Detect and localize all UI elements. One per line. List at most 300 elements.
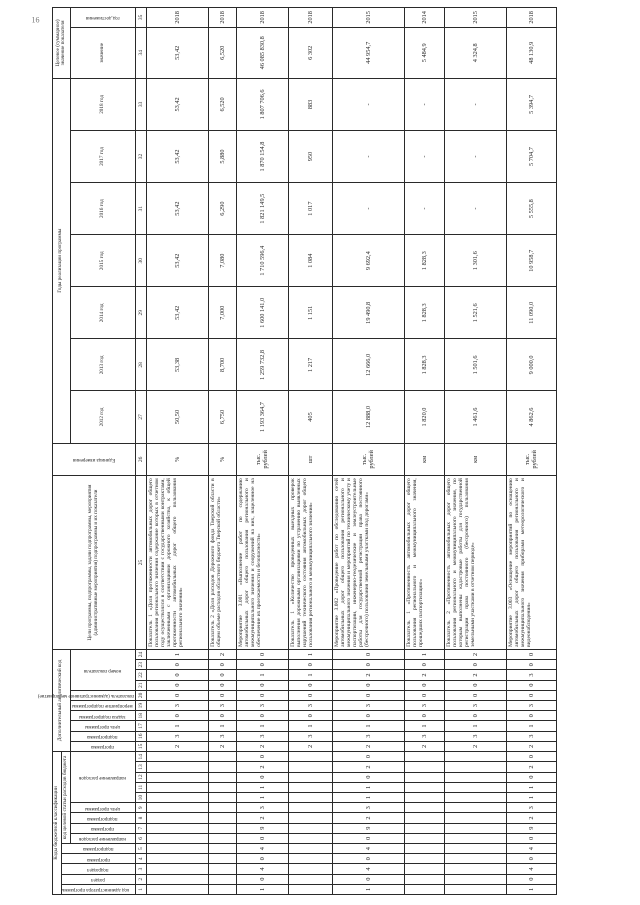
row-description: Показатель 1 «Доля протяженности автомобильных дорог общего пользования регионального значения содержание которых в отчетном году осуществлялся в соответствии с государственными контрактами, заключенными с организациями дорожного хозяйства, к общей протяженности автомобильных дорог общего пользования регионального значения»: [146, 476, 208, 650]
analytic-code-digit: 1: [506, 721, 556, 731]
analytic-code-digit: 1: [404, 721, 444, 731]
target-value: 6,520: [208, 27, 236, 78]
budget-code-digit: [404, 864, 444, 874]
budget-code-digit: 3: [506, 803, 556, 813]
analytic-code-digit: 3: [404, 731, 444, 741]
column-number: 29: [135, 287, 146, 339]
table-row: [208, 8, 236, 895]
year-value: 1 828,3: [404, 287, 444, 339]
budget-code-digit: [444, 864, 506, 874]
budget-code-digit: [404, 782, 444, 792]
column-number: 18: [135, 711, 146, 721]
analytic-code-digit: 2: [506, 741, 556, 751]
budget-code-digit: 0: [332, 752, 404, 762]
analytic-code-digit: 2: [332, 670, 404, 680]
analytic-code-digit: 0: [208, 711, 236, 721]
row-description: Показатель 2 «Протяженность автомобильных дорог общего пользования регионального и межмуниципального значения, по которым выполнены кадастровые работы для государственной регистрации права постоянного (бессрочного) пользования земельными участками в отчетном периоде»: [444, 476, 506, 650]
target-year: 2015: [332, 8, 404, 28]
analytic-code-digit: 1: [288, 670, 332, 680]
column-number: 10: [135, 792, 146, 802]
year-value: 10 958,7: [506, 235, 556, 287]
year-header: 2015 год: [70, 235, 135, 287]
year-value: -: [332, 78, 404, 130]
table-row: [444, 8, 506, 895]
column-number: 32: [135, 130, 146, 182]
budget-code-subheader: [61, 864, 135, 874]
year-header: 2012 год: [70, 391, 135, 443]
analytic-code-digit: 3: [146, 700, 208, 710]
year-value: 1 259 732,8: [236, 339, 288, 391]
column-number: 34: [135, 27, 146, 78]
header-row: [53, 8, 62, 895]
column-number: 5: [135, 843, 146, 853]
budget-sub-header: код целевой статьи расходов бюджета: [61, 752, 70, 844]
analytic-code-digit: 2: [208, 649, 236, 659]
year-value: 11 090,0: [506, 287, 556, 339]
year-value: -: [404, 130, 444, 182]
budget-code-digit: 0: [236, 854, 288, 864]
budget-code-subheader-text: раздел: [91, 877, 106, 882]
budget-code-subheader-text: программа: [86, 856, 110, 862]
column-number: 20: [135, 690, 146, 700]
budget-code-digit: 1: [506, 792, 556, 802]
year-value: 5 394,7: [506, 78, 556, 130]
budget-code-digit: 0: [332, 874, 404, 884]
year-value: 1 828,3: [404, 235, 444, 287]
budget-code-digit: [444, 833, 506, 843]
column-number: 3: [135, 864, 146, 874]
budget-code-digit: [444, 884, 506, 894]
budget-codes-header: Коды бюджетной классификации: [53, 752, 62, 895]
column-number: 22: [135, 670, 146, 680]
budget-code-digit: [288, 752, 332, 762]
analytic-code-digit: 0: [404, 690, 444, 700]
row-unit: тыс. рублей: [506, 443, 556, 476]
row-description: Показатель 2 «Доля расходов Дорожного фонда Тверской области в общем объеме расходов областного бюджета Тверской области»: [208, 476, 236, 650]
budget-code-subheader: [61, 854, 135, 864]
analytic-code-digit: 2: [444, 741, 506, 751]
budget-code-subheader: [70, 803, 135, 813]
budget-code-subheader-text: программа: [91, 825, 115, 831]
budget-code-digit: [146, 782, 208, 792]
budget-code-digit: [444, 854, 506, 864]
budget-code-digit: [146, 843, 208, 853]
analytic-code-digit: 0: [208, 660, 236, 670]
analytic-code-digit: 0: [236, 690, 288, 700]
analytic-code-digit: 0: [332, 690, 404, 700]
row-unit: %: [146, 443, 208, 476]
budget-code-digit: [146, 864, 208, 874]
analytic-code-digit: 2: [404, 670, 444, 680]
budget-code-digit: 2: [506, 813, 556, 823]
budget-code-digit: [146, 874, 208, 884]
analytic-code-digit: 3: [236, 700, 288, 710]
year-value: 53,38: [146, 339, 208, 391]
column-number: 6: [135, 833, 146, 843]
column-number: 14: [135, 752, 146, 762]
budget-code-subheader-text: подраздел: [87, 866, 109, 872]
analytic-code-digit: 2: [444, 670, 506, 680]
analytic-code-digit: 3: [444, 731, 506, 741]
budget-code-digit: 1: [506, 782, 556, 792]
analytic-code-digit: 0: [444, 660, 506, 670]
year-value: 19 490,8: [332, 287, 404, 339]
analytic-code-digit: 3: [506, 731, 556, 741]
analytic-code-digit: 0: [444, 680, 506, 690]
column-number: 28: [135, 339, 146, 391]
budget-code-digit: [404, 772, 444, 782]
column-number: 21: [135, 680, 146, 690]
row-unit: шт: [288, 443, 332, 476]
year-value: 5 555,8: [506, 183, 556, 235]
budget-code-digit: [404, 854, 444, 864]
analytic-code-digit: 0: [208, 680, 236, 690]
analytic-code-subheader-text: мероприятие подпрограммы: [72, 703, 133, 709]
budget-code-digit: [404, 874, 444, 884]
year-value: 1 084: [288, 235, 332, 287]
table-row: [332, 8, 404, 895]
year-value: 7,000: [208, 287, 236, 339]
unit-header-text: Единица измерения: [72, 457, 115, 463]
budget-code-digit: 4: [506, 864, 556, 874]
year-value: -: [444, 78, 506, 130]
analytic-code-digit: 3: [146, 731, 208, 741]
budget-code-digit: 4: [506, 843, 556, 853]
budget-code-digit: [208, 752, 236, 762]
year-value: 6,750: [208, 391, 236, 443]
row-description: Мероприятие 3.001 «Выполнение работ по содержанию автомобильных дорог общего пользования регионального и межмуниципального значения и сооружений на них, нацеленное на обеспечение их проезжаемости и безопасности»: [236, 476, 288, 650]
analytic-code-digit: 0: [506, 660, 556, 670]
budget-code-digit: 2: [506, 762, 556, 772]
target-year: 2015: [444, 8, 506, 28]
analytic-code-digit: 0: [288, 711, 332, 721]
target-value: 48 130,9: [506, 27, 556, 78]
budget-code-digit: [444, 772, 506, 782]
budget-code-digit: [404, 762, 444, 772]
budget-code-digit: [288, 813, 332, 823]
target-year: 2014: [404, 8, 444, 28]
budget-code-digit: 1: [236, 792, 288, 802]
budget-code-digit: 0: [506, 854, 556, 864]
budget-code-digit: [288, 762, 332, 772]
table-row: [404, 8, 444, 895]
budget-code-digit: [444, 823, 506, 833]
analytic-code-digit: 0: [506, 649, 556, 659]
year-value: 1 807 706,6: [236, 78, 288, 130]
row-description: Показатель 1 «Протяженность автомобильных дорог общего пользования регионального и межмуниципального значения, прошедших паспортизацию»: [404, 476, 444, 650]
target-value: 44 954,7: [332, 27, 404, 78]
row-unit: тыс. рублей: [236, 443, 288, 476]
budget-code-digit: 1: [332, 782, 404, 792]
table-row: [236, 8, 288, 895]
program-table: [37, 7, 557, 895]
table-row: [146, 8, 208, 895]
year-value: 9 692,4: [332, 235, 404, 287]
budget-code-digit: [208, 864, 236, 874]
analytic-code-digit: 1: [404, 649, 444, 659]
target-year: 2018: [506, 8, 556, 28]
year-value: 6,520: [208, 78, 236, 130]
budget-code-digit: [288, 803, 332, 813]
year-header: 2014 год: [70, 287, 135, 339]
analytic-code-digit: 2: [332, 741, 404, 751]
analytic-code-digit: 0: [236, 660, 288, 670]
analytic-code-digit: 1: [332, 721, 404, 731]
analytic-code-digit: 3: [506, 670, 556, 680]
page-number: 16: [31, 15, 40, 25]
year-value: 1 821 149,5: [236, 183, 288, 235]
year-value: -: [404, 78, 444, 130]
budget-code-digit: [288, 884, 332, 894]
column-number: 2: [135, 874, 146, 884]
budget-code-digit: [444, 874, 506, 884]
analytic-code-subheader-text: подпрограмма: [87, 734, 118, 739]
budget-code-digit: [404, 843, 444, 853]
table-row: [506, 8, 556, 895]
analytic-code-digit: 3: [506, 700, 556, 710]
budget-code-subheader: [70, 823, 135, 833]
budget-code-digit: 4: [332, 843, 404, 853]
analytic-code-digit: 2: [208, 741, 236, 751]
budget-code-digit: [444, 762, 506, 772]
budget-code-digit: 1: [236, 782, 288, 792]
budget-code-digit: 1: [236, 884, 288, 894]
budget-code-subheader: [70, 813, 135, 823]
year-value: 1 461,6: [444, 391, 506, 443]
budget-code-digit: [444, 782, 506, 792]
row-unit: км: [444, 443, 506, 476]
budget-code-subheader-text: цель программы: [85, 805, 121, 811]
analytic-code-digit: 0: [146, 680, 208, 690]
year-value: 1 600 141,0: [236, 287, 288, 339]
year-value: 1 820,0: [404, 391, 444, 443]
budget-code-digit: 0: [332, 833, 404, 843]
program-table-grid: [37, 7, 557, 895]
year-value: -: [444, 183, 506, 235]
column-number: 26: [135, 443, 146, 476]
column-number: 30: [135, 235, 146, 287]
budget-code-digit: [146, 833, 208, 843]
column-number: 33: [135, 78, 146, 130]
analytic-code-digit: 0: [208, 670, 236, 680]
column-number-row: [135, 8, 146, 895]
year-header: 2016 год: [70, 183, 135, 235]
column-number: 12: [135, 772, 146, 782]
budget-code-digit: [146, 772, 208, 782]
target-value: 6 302: [288, 27, 332, 78]
budget-code-digit: 0: [236, 752, 288, 762]
year-header: 2013 год: [70, 339, 135, 391]
analytic-code-subheader-text: программа: [91, 744, 115, 750]
budget-code-digit: [444, 792, 506, 802]
budget-code-digit: [444, 752, 506, 762]
analytic-code-digit: 0: [404, 711, 444, 721]
budget-code-digit: [288, 864, 332, 874]
analytic-code-digit: 3: [288, 700, 332, 710]
analytic-code-digit: 1: [288, 721, 332, 731]
budget-code-digit: [208, 813, 236, 823]
analytic-code-digit: 0: [404, 660, 444, 670]
budget-code-subheader-text: подпрограмма: [82, 846, 114, 852]
year-value: 950: [288, 130, 332, 182]
budget-code-digit: [444, 803, 506, 813]
analytic-code-digit: 0: [236, 680, 288, 690]
budget-code-subheader: [61, 843, 135, 853]
analytic-code-digit: 2: [404, 741, 444, 751]
budget-code-digit: [404, 823, 444, 833]
analytic-code-digit: 1: [146, 721, 208, 731]
analytic-code-digit: 1: [444, 721, 506, 731]
target-year: 2018: [288, 8, 332, 28]
analytic-code-digit: 0: [236, 711, 288, 721]
year-value: 4 862,6: [506, 391, 556, 443]
analytic-code-digit: 1: [236, 670, 288, 680]
year-value: 1 193 364,7: [236, 391, 288, 443]
budget-code-subheader-text: код администратора программы: [61, 887, 130, 893]
year-header: 2018 год: [70, 78, 135, 130]
analytic-code-digit: 2: [236, 741, 288, 751]
budget-code-digit: [288, 843, 332, 853]
year-value: 5 704,7: [506, 130, 556, 182]
budget-code-digit: 3: [236, 803, 288, 813]
analytic-code-subheader-text: номер показателя: [84, 667, 122, 673]
analytic-code-digit: 0: [288, 660, 332, 670]
budget-code-digit: [208, 792, 236, 802]
budget-code-digit: [208, 884, 236, 894]
analytic-code-digit: 3: [208, 731, 236, 741]
analytic-code-subheader-text: задача подпрограммы: [79, 713, 126, 719]
budget-code-digit: [288, 823, 332, 833]
year-value: 1 301,6: [444, 235, 506, 287]
budget-code-digit: [288, 792, 332, 802]
year-value: 1 870 154,8: [236, 130, 288, 182]
year-value: 1 828,3: [404, 339, 444, 391]
budget-code-digit: 9: [506, 823, 556, 833]
target-year: 2018: [236, 8, 288, 28]
budget-code-digit: 0: [332, 772, 404, 782]
analytic-code-digit: 3: [444, 700, 506, 710]
column-number: 8: [135, 813, 146, 823]
budget-code-subheader: [70, 833, 135, 843]
year-value: 1 017: [288, 183, 332, 235]
year-value: 53,42: [146, 235, 208, 287]
year-value: 883: [288, 78, 332, 130]
budget-code-digit: [146, 813, 208, 823]
budget-code-digit: [208, 833, 236, 843]
row-unit: %: [208, 443, 236, 476]
column-number: 13: [135, 762, 146, 772]
year-value: 1 501,6: [444, 339, 506, 391]
budget-code-digit: 0: [506, 772, 556, 782]
budget-code-digit: 3: [332, 803, 404, 813]
year-value: 12 666,0: [332, 339, 404, 391]
budget-code-digit: 1: [506, 884, 556, 894]
column-number: 7: [135, 823, 146, 833]
analytic-code-digit: 1: [236, 721, 288, 731]
budget-code-digit: 0: [506, 874, 556, 884]
analytic-code-digit: 0: [332, 660, 404, 670]
unit-header: [53, 443, 136, 476]
budget-code-digit: [146, 823, 208, 833]
budget-code-subheader-text: направление расходов: [79, 836, 127, 842]
year-value: -: [444, 130, 506, 182]
budget-code-digit: [208, 874, 236, 884]
budget-code-digit: 0: [506, 752, 556, 762]
budget-code-subheader: [61, 884, 135, 894]
year-value: 405: [288, 391, 332, 443]
budget-code-digit: [146, 792, 208, 802]
budget-code-digit: [208, 762, 236, 772]
year-value: 1 521,6: [444, 287, 506, 339]
budget-code-digit: [146, 884, 208, 894]
column-number: 19: [135, 700, 146, 710]
analytic-code-digit: 0: [332, 680, 404, 690]
target-value: 4 324,8: [444, 27, 506, 78]
budget-code-digit: [404, 792, 444, 802]
budget-code-digit: 1: [332, 884, 404, 894]
year-value: 6,290: [208, 183, 236, 235]
year-header: 2017 год: [70, 130, 135, 182]
budget-code-digit: 9: [236, 823, 288, 833]
budget-code-digit: 0: [236, 772, 288, 782]
budget-code-digit: 0: [236, 874, 288, 884]
budget-code-digit: [146, 752, 208, 762]
column-number: 27: [135, 391, 146, 443]
budget-code-digit: [404, 833, 444, 843]
analytic-code-digit: 1: [146, 649, 208, 659]
budget-code-digit: 9: [332, 823, 404, 833]
year-value: 8,700: [208, 339, 236, 391]
analytic-code-digit: 0: [146, 660, 208, 670]
budget-code-digit: [288, 833, 332, 843]
target-year: 2018: [146, 8, 208, 28]
table-row: [288, 8, 332, 895]
target-value: 5 484,9: [404, 27, 444, 78]
analytic-code-digit: 3: [236, 731, 288, 741]
budget-code-digit: 2: [332, 813, 404, 823]
column-number: 16: [135, 731, 146, 741]
budget-code-digit: [444, 813, 506, 823]
budget-code-digit: 2: [236, 813, 288, 823]
analytic-code-subheader: [37, 690, 135, 700]
column-number: 9: [135, 803, 146, 813]
analytic-code-digit: 2: [444, 649, 506, 659]
year-value: 50,50: [146, 391, 208, 443]
budget-code-digit: 0: [506, 833, 556, 843]
budget-code-digit: [444, 843, 506, 853]
analytic-code-digit: 0: [146, 711, 208, 721]
year-value: 53,42: [146, 130, 208, 182]
column-number: 15: [135, 741, 146, 751]
budget-code-subheader: [61, 874, 135, 884]
budget-code-subheader: [70, 752, 135, 803]
target-value: 46 085 830,8: [236, 27, 288, 78]
target-year-header: [70, 8, 135, 28]
row-unit: тыс. рублей: [332, 443, 404, 476]
analytic-code-subheader: [70, 741, 135, 751]
budget-code-digit: 1: [332, 792, 404, 802]
analytic-code-digit: 3: [288, 731, 332, 741]
analytic-code-digit: 0: [506, 680, 556, 690]
analytic-code-digit: 0: [208, 690, 236, 700]
analytic-code-digit: 3: [404, 700, 444, 710]
analytic-code-digit: 0: [404, 680, 444, 690]
year-value: 1 710 596,4: [236, 235, 288, 287]
analytic-code-digit: 2: [288, 741, 332, 751]
budget-code-digit: [146, 762, 208, 772]
budget-code-digit: [404, 752, 444, 762]
target-year-header-text: год достижения: [85, 15, 120, 21]
